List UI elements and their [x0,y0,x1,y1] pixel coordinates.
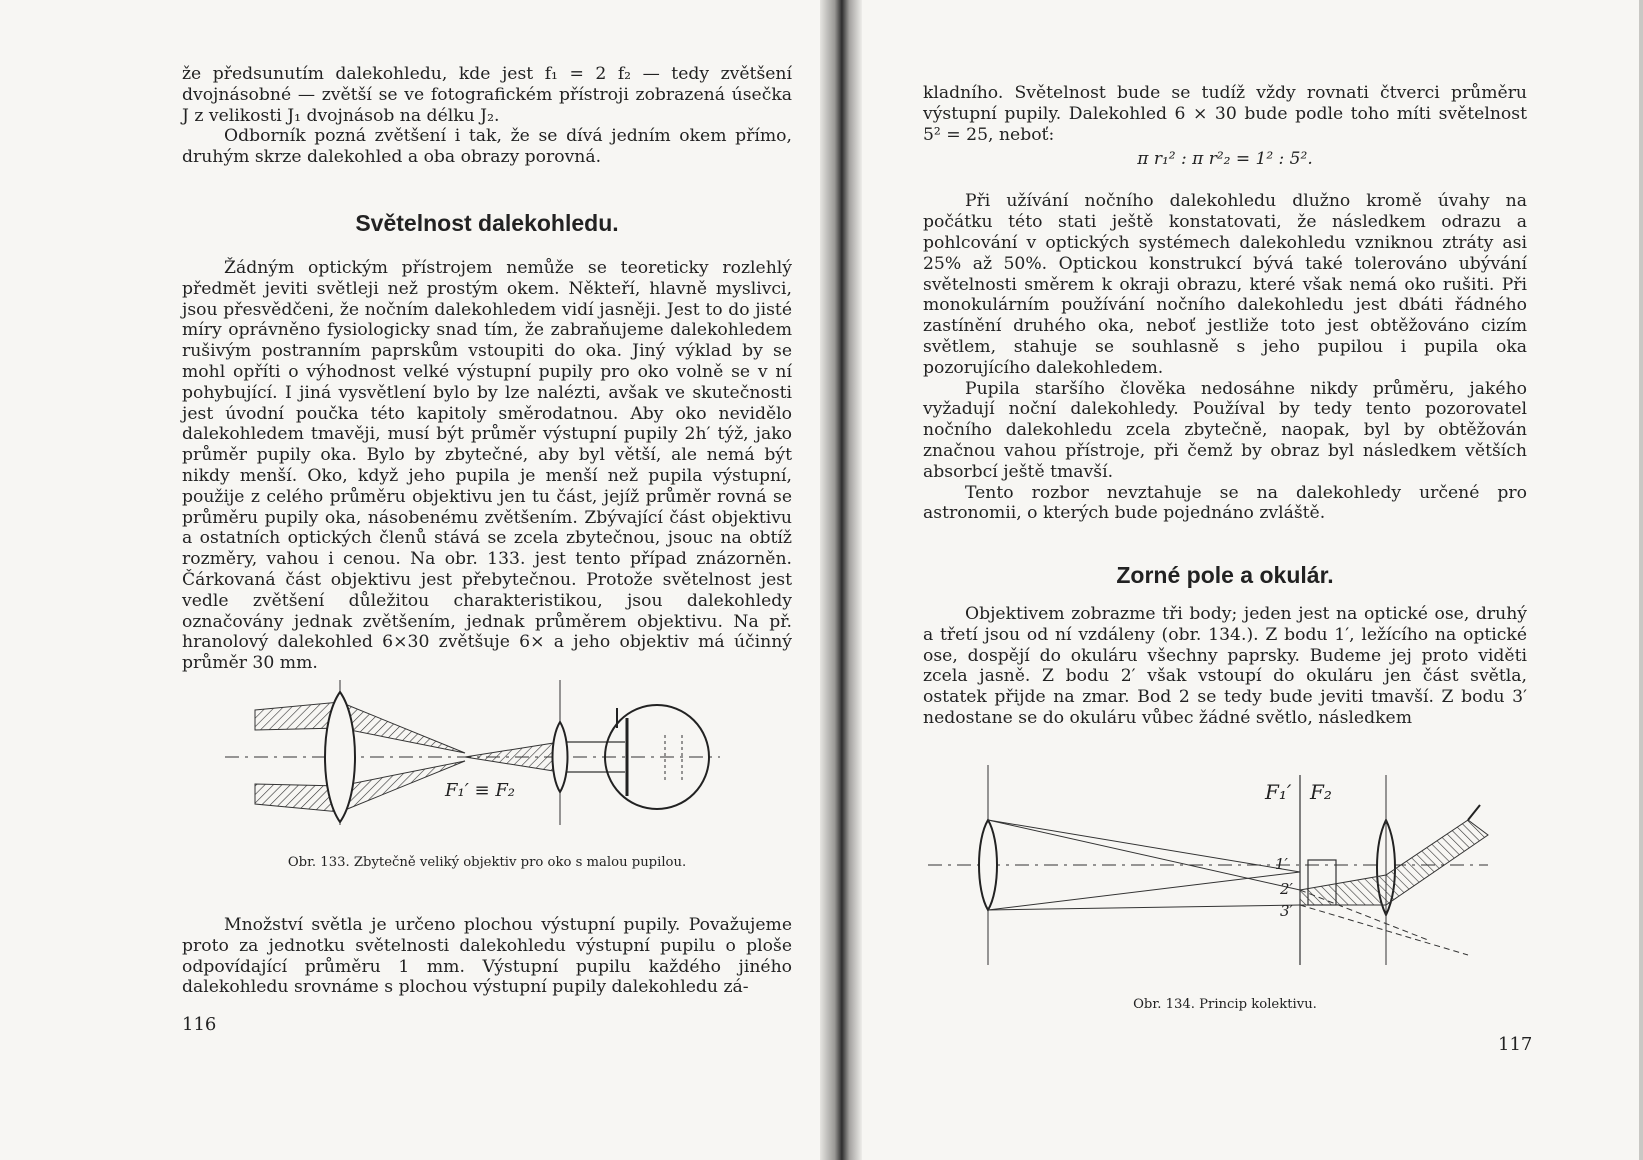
right-column-top [923,83,1527,524]
eyepiece-lens [553,722,568,792]
figure-134 [928,765,1518,965]
figure-134-label-f2: F₂ [1310,780,1332,804]
page-edge [1639,0,1643,1160]
paragraph: Žádným optickým přístrojem nemůže se teoreticky rozlehlý předmět jeviti světleji než prostým okem. Někteří, hlavně myslivci, jsou přesvědčeni, že nočním dalekohledem vidí jasněji. Jest to do jisté míry oprávněno fysiologicky snad tím, že zabraňujeme dalekohledem rušivým postranním paprskům vstoupiti do oka. Jiný výklad by se mohl opříti o výhodnost velké výstupní pupily pro oko volně se v ní pohybující. I jiná vysvětlení bylo by lze nalézti, avšak ve skutečnosti jest úvodní poučka této kapitoly směrodatnou. Aby oko nevidělo dalekohledem tmavěji, musí být průměr výstupní pupily 2h′ týž, jako průměr pupily oka. Bylo by zbytečné, aby byl větší, ale nemá být nikdy menší. Oko, když jeho pupila je menší než pupila výstupní, použije z celého průměru objektivu jen tu část, jejíž průměr rovná se průměru pupily oka, násobenému zvětšením. Zbývající část objektivu a ostatních optických členů stává se zcela zbytečnou, jsouc na obtíž rozměry, vahou i cenou. Na obr. 133. jest tento případ znázorněn. Čárkovaná část objektivu jest přebytečnou. Protože světelnost jest vedle zvětšení důležitou charakteristikou, jsou dalekohledy označovány jednak zvětšením, jednak průměrem objektivu. Na př. hranolový dalekohled 6×30 zvětšuje 6× a jeho objektiv má účinný průměr 30 mm. [182,258,792,674]
figure-134-label-2: 2′ [1280,880,1293,898]
left-column-main [182,258,792,674]
figure-134-caption: Obr. 134. Princip kolektivu. [1133,997,1317,1012]
paragraph: Pupila staršího člověka nedosáhne nikdy průměru, jakého vyžadují noční dalekohledy. Používal by tedy tento pozorovatel nočního dalekohledu zcela zbytečně, naopak, byl by obtěžován značnou vahou přístroje, při čemž by obraz byl následkem větších absorbcí ještě tmavší. [923,378,1527,482]
paragraph: Objektivem zobrazme tři body; jeden jest na optické ose, druhý a třetí jsou od ní vzdáleny (obr. 134.). Z bodu 1′, ležícího na optické ose, dospějí do okuláru všechny paprsky. Budeme jej proto viděti zcela jasně. Z bodu 2′ však vstoupí do okuláru jen část světla, ostatek přijde na zmar. Bod 2 se tedy bude jeviti tmavší. Z bodu 3′ nedostane se do okuláru vůbec žádné světlo, následkem [923,604,1527,728]
objective-lens [979,820,997,910]
page-number-right: 117 [1498,1034,1533,1055]
paragraph: Odborník pozná zvětšení i tak, že se dívá jedním okem přímo, druhým skrze dalekohled a oba obrazy porovná. [182,126,792,168]
section-heading: Světelnost dalekohledu. [355,210,619,236]
paragraph: Tento rozbor nevztahuje se na dalekohledy určené pro astronomii, o kterých bude pojednáno zvláště. [923,482,1527,524]
figure-134-label-f1: F₁′ [1265,780,1292,804]
paragraph: že předsunutím dalekohledu, kde jest f₁ = 2 f₂ — tedy zvětšení dvojnásobné — zvětší se ve fotografickém přístroji zobrazená úsečka J z velikosti J₁ dvojnásob na délku J₂. [182,64,792,126]
figure-133-caption: Obr. 133. Zbytečně veliký objektiv pro oko s malou pupilou. [287,855,687,870]
section-heading: Zorné pole a okulár. [1116,562,1334,588]
figure-134-label-1: 1′ [1275,855,1288,873]
paragraph: kladního. Světelnost bude se tudíž vždy rovnati čtverci průměru výstupní pupily. Dalekohled 6 × 30 bude podle toho míti světelnost 5² = 25, neboť: [923,83,1527,145]
figure-134-label-3: 3′ [1280,902,1293,920]
left-column-top [182,64,792,168]
book-gutter [820,0,862,1160]
paragraph: Při užívání nočního dalekohledu dlužno kromě úvahy na počátku této stati ještě konstatovati, že následkem odrazu a pohlcování v optických systémech dalekohledu vzniknou ztráty asi 25% až 50%. Optickou konstrukcí bývá také tolerováno ubývání světelnosti směrem k okraji obrazu, které však nemá oko rušiti. Při monokulárním používání nočního dalekohledu jest dbáti řádného zastínění druhého oka, neboť jestliže toto jest obtěžováno cizím světlem, stahuje se souhlasně s jeho pupilou i pupila oka pozorujícího dalekohledem. [923,191,1527,378]
left-column-bottom [182,915,792,998]
figure-133 [225,680,725,825]
paragraph: Množství světla je určeno plochou výstupní pupily. Považujeme proto za jednotku světelnosti dalekohledu výstupní pupilu o ploše odpovídající průměru 1 mm. Výstupní pupilu každého jiného dalekohledu srovnáme s plochou výstupní pupily dalekohledu zá- [182,915,792,998]
formula: π r₁² : π r²₂ = 1² : 5². [1137,149,1313,170]
page-number-left: 116 [182,1014,217,1035]
figure-133-label: F₁′ ≡ F₂ [445,780,516,801]
right-column-bottom [923,604,1527,729]
